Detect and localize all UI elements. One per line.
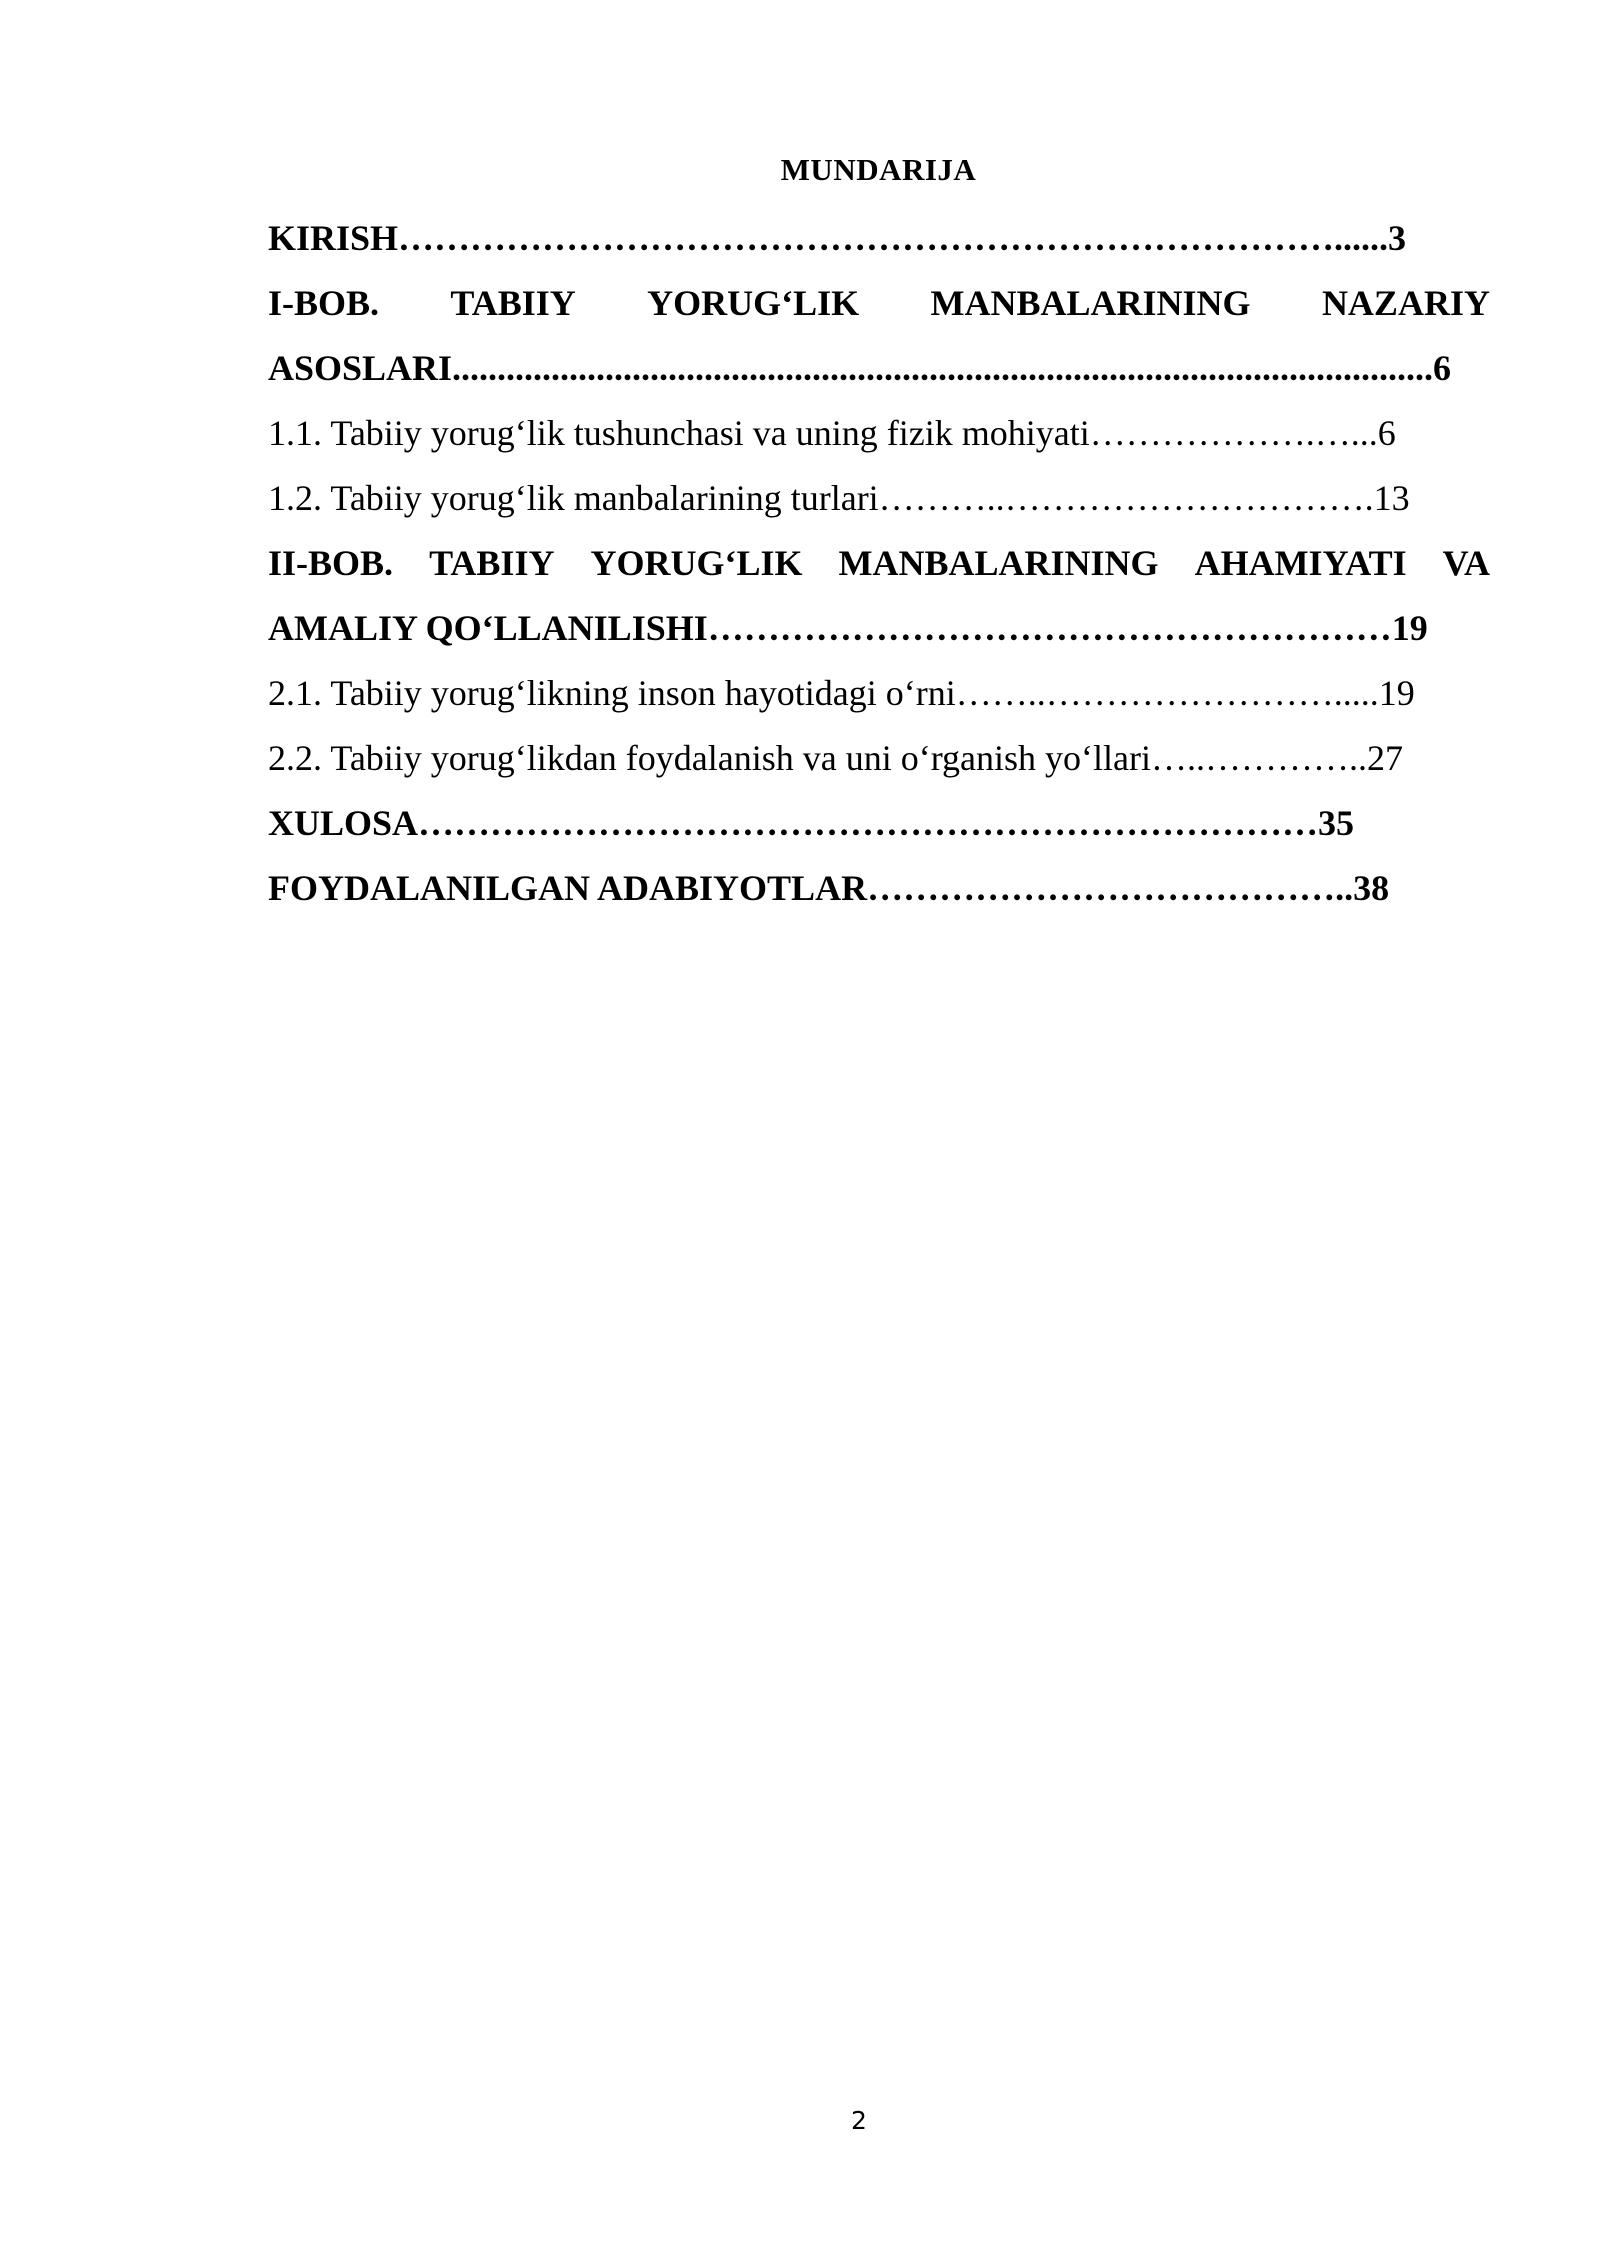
toc-word: NAZARIY: [1321, 283, 1490, 323]
toc-word: MANBALARINING: [838, 543, 1159, 583]
toc-entry-chapter-1-title: [268, 271, 1490, 336]
toc-word: II-BOB.: [268, 543, 394, 583]
toc-word: TABIIY: [429, 543, 555, 583]
toc-entry-section-2-1: 2.1. Tabiiy yorug‘likning inson hayotidagi o‘rni……..…………………….....19: [268, 673, 1415, 713]
toc-entry-chapter-2-continuation: AMALIY QO‘LLANILISHI…………………………………………………19: [268, 608, 1428, 648]
toc-word: YORUG‘LIK: [647, 283, 860, 323]
toc-entry-section-1-2: 1.2. Tabiiy yorug‘lik manbalarining turlari………..………………………….13: [268, 478, 1410, 518]
toc-word: YORUG‘LIK: [590, 543, 803, 583]
toc-entry-xulosa: XULOSA…………………………………………………………………35: [268, 803, 1355, 843]
table-of-contents: [268, 206, 1490, 921]
toc-entry-section-1-1: 1.1. Tabiiy yorug‘lik tushunchasi va uning fizik mohiyati……………….…...6: [268, 413, 1396, 453]
toc-word: AHAMIYATI: [1194, 543, 1407, 583]
toc-word: TABIIY: [450, 283, 576, 323]
toc-word: MANBALARINING: [930, 283, 1251, 323]
toc-word: I-BOB.: [268, 283, 380, 323]
toc-entry-references: FOYDALANILGAN ADABIYOTLAR…………………………………..38: [268, 868, 1390, 908]
toc-entry-section-2-2: 2.2. Tabiiy yorug‘likdan foydalanish va uni o‘rganish yo‘llari…..…………..27: [268, 738, 1403, 778]
toc-entry-chapter-1-continuation: ASOSLARI.............................................................................................................6: [268, 348, 1452, 388]
page-number: 2: [851, 2106, 867, 2135]
toc-title: MUNDARIJA: [780, 152, 977, 187]
toc-entry-kirish: KIRISH……………………………………………………………………......3: [268, 218, 1407, 258]
toc-entry-chapter-2-title: [268, 531, 1490, 596]
toc-word: VA: [1442, 543, 1490, 583]
